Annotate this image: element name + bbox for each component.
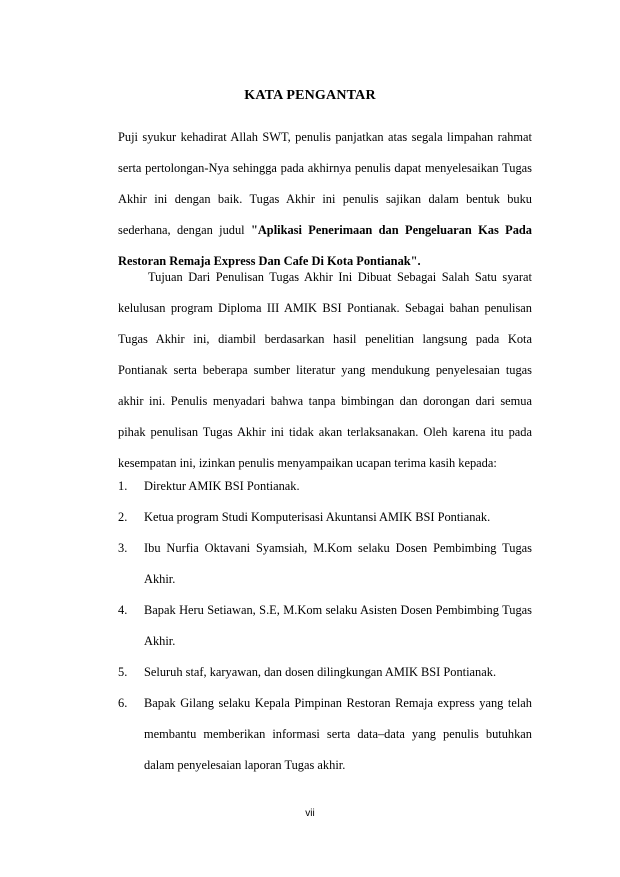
list-item	[118, 595, 532, 657]
quote-close: ".	[410, 254, 421, 268]
list-number: 6.	[118, 696, 128, 710]
page-title: KATA PENGANTAR	[244, 88, 376, 103]
list-item	[118, 657, 532, 688]
list-text: Seluruh staf, karyawan, dan dosen dilingkungan AMIK BSI Pontianak.	[144, 665, 497, 679]
thesis-title: Aplikasi Penerimaan dan Pengeluaran Kas Pada Restoran Remaja Express Dan Cafe Di Kota Pontianak	[118, 223, 532, 268]
list-number: 3.	[118, 541, 128, 555]
list-number: 2.	[118, 510, 128, 524]
list-text: Direktur AMIK BSI Pontianak.	[144, 479, 300, 493]
list-item	[118, 533, 532, 595]
paragraph-intro-text: Puji syukur kehadirat Allah SWT, penulis panjatkan atas segala limpahan rahmat serta pertolongan-Nya sehingga pada akhirnya penulis dapat menyelesaikan Tugas Akhir ini dengan baik. Tugas Akhir ini penulis sajikan dalam bentuk buku sederhana, dengan judul	[118, 130, 532, 237]
page-number: vii	[305, 808, 315, 819]
list-text: Ketua program Studi Komputerisasi Akuntansi AMIK BSI Pontianak.	[144, 510, 491, 524]
acknowledgement-list	[118, 471, 532, 781]
list-item	[118, 471, 532, 502]
list-number: 5.	[118, 665, 128, 679]
list-text: Bapak Gilang selaku Kepala Pimpinan Restoran Remaja express yang telah membantu memberikan informasi serta data–data yang penulis butuhkan dalam penyelesaian laporan Tugas akhir.	[144, 696, 532, 772]
list-item	[118, 688, 532, 781]
paragraph-intro	[118, 122, 532, 277]
quote-open: "	[250, 223, 258, 237]
paragraph-purpose: Tujuan Dari Penulisan Tugas Akhir Ini Dibuat Sebagai Salah Satu syarat kelulusan program Diploma III AMIK BSI Pontianak. Sebagai bahan penulisan Tugas Akhir ini, diambil berdasarkan hasil penelitian langsung pada Kota Pontianak serta beberapa sumber literatur yang mendukung penyelesaian tugas akhir ini. Penulis menyadari bahwa tanpa bimbingan dan dorongan dari semua pihak penulisan Tugas Akhir ini tidak akan terlaksanakan. Oleh karena itu pada kesempatan ini, izinkan penulis menyampaikan ucapan terima kasih kepada:	[118, 270, 532, 470]
list-text: Bapak Heru Setiawan, S.E, M.Kom selaku Asisten Dosen Pembimbing Tugas Akhir.	[144, 603, 532, 648]
list-number: 4.	[118, 603, 128, 617]
list-text: Ibu Nurfia Oktavani Syamsiah, M.Kom selaku Dosen Pembimbing Tugas Akhir.	[144, 541, 532, 586]
list-number: 1.	[118, 479, 128, 493]
list-item	[118, 502, 532, 533]
